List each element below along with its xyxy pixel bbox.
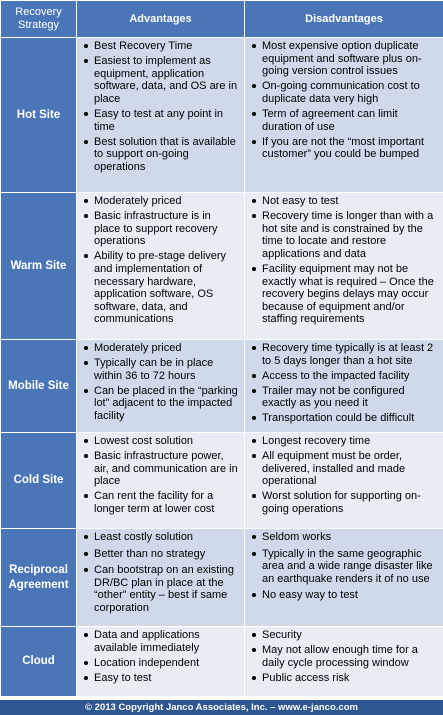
disadvantages-cell xyxy=(245,38,443,193)
list-item: Typically in the same geographic area and a wide range disaster like an earthquake renders it of no use xyxy=(249,548,439,586)
strategy-name: Hot Site xyxy=(1,38,77,193)
advantages-list xyxy=(77,340,244,425)
list-item: Term of agreement can limit duration of use xyxy=(249,108,439,133)
list-item: Easiest to implement as equipment, application software, data, and OS are in place xyxy=(81,55,240,105)
strategy-name: Mobile Site xyxy=(1,340,77,433)
advantages-list xyxy=(77,38,244,175)
list-item: May not allow enough time for a daily cycle processing window xyxy=(249,644,439,669)
list-item: Not easy to test xyxy=(249,195,439,208)
list-item: Recovery time is longer than with a hot site and is constrained by the time to locate and restore applications and data xyxy=(249,210,439,260)
disadvantages-cell xyxy=(245,627,443,697)
list-item: All equipment must be order, delivered, installed and made operational xyxy=(249,450,439,488)
disadvantages-list xyxy=(245,433,443,518)
table-row-reciprocal-agreement xyxy=(1,529,443,627)
list-item: Can bootstrap on an existing DR/BC plan in place at the “other” entity – best if same corporation xyxy=(81,564,240,614)
strategy-name: Warm Site xyxy=(1,193,77,340)
disadvantages-list xyxy=(245,627,443,686)
disadvantages-cell xyxy=(245,433,443,529)
list-item: Best solution that is available to support on-going operations xyxy=(81,136,240,174)
table-row-cloud xyxy=(1,627,443,697)
list-item: Typically can be in place within 36 to 72 hours xyxy=(81,357,240,382)
header-row xyxy=(1,1,443,38)
list-item: Can be placed in the “parking lot” adjacent to the impacted facility xyxy=(81,385,240,423)
advantages-cell xyxy=(77,433,245,529)
advantages-cell xyxy=(77,38,245,193)
list-item: Public access risk xyxy=(249,672,439,685)
advantages-list xyxy=(77,627,244,686)
list-item: Easy to test xyxy=(81,672,240,685)
list-item: Data and applications available immediately xyxy=(81,629,240,654)
list-item: Basic infrastructure power, air, and communication are in place xyxy=(81,450,240,488)
disadvantages-list xyxy=(245,529,443,608)
disadvantages-cell xyxy=(245,340,443,433)
table-row-mobile-site xyxy=(1,340,443,433)
strategy-name: Cloud xyxy=(1,627,77,697)
strategy-name: Cold Site xyxy=(1,433,77,529)
advantages-list xyxy=(77,433,244,518)
advantages-list xyxy=(77,529,244,621)
list-item: Location independent xyxy=(81,657,240,670)
disadvantages-cell xyxy=(245,529,443,627)
list-item: Worst solution for supporting on-going operations xyxy=(249,490,439,515)
header-disadvantages: Disadvantages xyxy=(245,1,443,38)
list-item: Moderately priced xyxy=(81,195,240,208)
list-item: Ability to pre-stage delivery and implementation of necessary hardware, application software, OS software, data, and communications xyxy=(81,250,240,326)
list-item: Lowest cost solution xyxy=(81,435,240,448)
advantages-cell xyxy=(77,627,245,697)
header-advantages: Advantages xyxy=(77,1,245,38)
list-item: Better than no strategy xyxy=(81,548,240,561)
list-item: Best Recovery Time xyxy=(81,40,240,53)
disadvantages-list xyxy=(245,340,443,427)
list-item: Facility equipment may not be exactly what is required – Once the recovery begins delays may occur because of equipment and/or staffing requirements xyxy=(249,263,439,326)
list-item: If you are not the “most important customer” you could be bumped xyxy=(249,136,439,161)
disadvantages-cell xyxy=(245,193,443,340)
list-item: Least costly solution xyxy=(81,531,240,544)
table-row-hot-site xyxy=(1,38,443,193)
advantages-list xyxy=(77,193,244,328)
list-item: Trailer may not be configured exactly as you need it xyxy=(249,385,439,410)
disadvantages-list xyxy=(245,193,443,328)
list-item: Most expensive option duplicate equipment and software plus on-going version control issues xyxy=(249,40,439,78)
list-item: Seldom works xyxy=(249,531,439,544)
list-item: Transportation could be difficult xyxy=(249,412,439,425)
list-item: Moderately priced xyxy=(81,342,240,355)
copyright-footer: © 2013 Copyright Janco Associates, Inc. – www.e-janco.com xyxy=(0,700,443,715)
list-item: Longest recovery time xyxy=(249,435,439,448)
advantages-cell xyxy=(77,529,245,627)
list-item: Access to the impacted facility xyxy=(249,370,439,383)
list-item: Basic infrastructure is in place to support recovery operations xyxy=(81,210,240,248)
strategy-name: Reciprocal Agreement xyxy=(1,529,77,627)
header-strategy: Recovery Strategy xyxy=(1,1,77,38)
list-item: Can rent the facility for a longer term at lower cost xyxy=(81,490,240,515)
table-row-warm-site xyxy=(1,193,443,340)
list-item: Easy to test at any point in time xyxy=(81,108,240,133)
table-row-cold-site xyxy=(1,433,443,529)
list-item: On-going communication cost to duplicate data very high xyxy=(249,80,439,105)
advantages-cell xyxy=(77,340,245,433)
list-item: No easy way to test xyxy=(249,589,439,602)
disadvantages-list xyxy=(245,38,443,163)
advantages-cell xyxy=(77,193,245,340)
list-item: Security xyxy=(249,629,439,642)
list-item: Recovery time typically is at least 2 to 5 days longer than a hot site xyxy=(249,342,439,367)
